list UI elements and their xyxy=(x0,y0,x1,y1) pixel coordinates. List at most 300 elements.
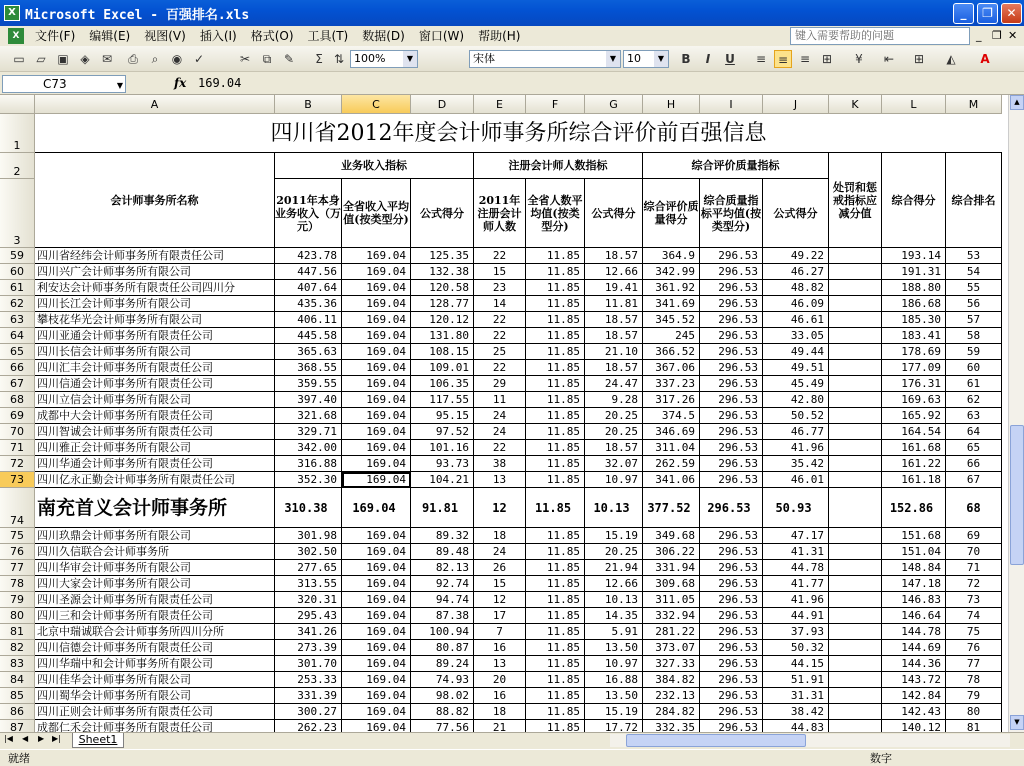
table-cell[interactable]: 169.04 xyxy=(342,544,411,560)
table-cell[interactable]: 89.32 xyxy=(411,528,474,544)
table-cell[interactable] xyxy=(829,688,882,704)
table-cell[interactable] xyxy=(829,344,882,360)
table-cell[interactable]: 38 xyxy=(474,456,526,472)
firm-name-cell[interactable]: 四川正则会计师事务所有限责任公司 xyxy=(35,704,275,720)
firm-name-cell[interactable]: 四川长信会计师事务所有限公司 xyxy=(35,344,275,360)
table-cell[interactable]: 296.53 xyxy=(700,360,763,376)
vertical-scrollbar[interactable] xyxy=(1008,95,1024,732)
table-cell[interactable]: 56 xyxy=(946,296,1002,312)
table-cell[interactable]: 296.53 xyxy=(700,640,763,656)
table-cell[interactable]: 296.53 xyxy=(700,704,763,720)
table-cell[interactable]: 296.53 xyxy=(700,248,763,264)
table-cell[interactable]: 346.69 xyxy=(643,424,700,440)
table-cell[interactable]: 17.72 xyxy=(585,720,643,732)
table-cell[interactable]: 262.59 xyxy=(643,456,700,472)
indent-icon[interactable]: ⇤ xyxy=(883,52,895,66)
table-cell[interactable]: 11.85 xyxy=(526,624,585,640)
table-cell[interactable]: 169.04 xyxy=(342,688,411,704)
table-cell[interactable]: 11.85 xyxy=(526,408,585,424)
table-cell[interactable]: 169.04 xyxy=(342,376,411,392)
table-cell[interactable] xyxy=(829,560,882,576)
table-cell[interactable]: 169.04 xyxy=(342,528,411,544)
table-cell[interactable]: 31.31 xyxy=(763,688,829,704)
column-header-g[interactable]: G xyxy=(585,95,643,114)
table-cell[interactable]: 38.42 xyxy=(763,704,829,720)
worksheet-grid[interactable] xyxy=(0,95,1008,732)
table-cell[interactable] xyxy=(829,528,882,544)
spelling-icon[interactable]: ✓ xyxy=(193,52,205,66)
table-cell[interactable]: 296.53 xyxy=(700,688,763,704)
table-cell[interactable]: 273.39 xyxy=(275,640,342,656)
firm-name-cell[interactable]: 四川久信联合会计师事务所 xyxy=(35,544,275,560)
table-cell[interactable]: 65 xyxy=(946,440,1002,456)
table-cell[interactable]: 169.04 xyxy=(342,264,411,280)
table-cell[interactable]: 140.12 xyxy=(882,720,946,732)
table-cell[interactable]: 20.25 xyxy=(585,424,643,440)
menu-view[interactable]: 视图(V) xyxy=(144,29,186,43)
horizontal-scrollbar[interactable] xyxy=(610,734,1010,747)
table-cell[interactable]: 100.94 xyxy=(411,624,474,640)
permission-icon[interactable]: ◈ xyxy=(80,52,90,66)
table-cell[interactable]: 15 xyxy=(474,576,526,592)
excel-app-icon[interactable]: X xyxy=(4,5,20,21)
table-cell[interactable]: 61 xyxy=(946,376,1002,392)
table-cell[interactable]: 300.27 xyxy=(275,704,342,720)
row-header-72[interactable]: 72 xyxy=(0,456,35,472)
table-cell[interactable]: 49.22 xyxy=(763,248,829,264)
document-icon[interactable]: X xyxy=(8,28,24,44)
row-header-76[interactable]: 76 xyxy=(0,544,35,560)
fill-color-icon[interactable]: ◭ xyxy=(946,52,956,66)
table-cell[interactable]: 317.26 xyxy=(643,392,700,408)
table-cell[interactable]: 148.84 xyxy=(882,560,946,576)
table-cell[interactable]: 337.23 xyxy=(643,376,700,392)
table-cell[interactable]: 397.40 xyxy=(275,392,342,408)
table-cell[interactable]: 88.82 xyxy=(411,704,474,720)
table-cell[interactable]: 169.04 xyxy=(342,560,411,576)
table-cell[interactable]: 50.52 xyxy=(763,408,829,424)
firm-name-cell[interactable]: 四川智诚会计师事务所有限责任公司 xyxy=(35,424,275,440)
table-cell[interactable]: 108.15 xyxy=(411,344,474,360)
table-cell[interactable]: 55 xyxy=(946,280,1002,296)
table-cell[interactable]: 46.27 xyxy=(763,264,829,280)
table-cell[interactable]: 45.49 xyxy=(763,376,829,392)
table-cell[interactable] xyxy=(829,424,882,440)
table-cell[interactable]: 13.50 xyxy=(585,688,643,704)
menu-edit[interactable]: 编辑(E) xyxy=(89,29,131,43)
table-cell[interactable]: 76 xyxy=(946,640,1002,656)
table-cell[interactable] xyxy=(829,720,882,732)
doc-close-icon[interactable]: ✕ xyxy=(1008,29,1018,42)
table-cell[interactable]: 296.53 xyxy=(700,312,763,328)
table-cell[interactable]: 91.81 xyxy=(411,488,474,528)
table-cell[interactable]: 169.04 xyxy=(342,328,411,344)
table-cell[interactable]: 435.36 xyxy=(275,296,342,312)
table-cell[interactable]: 178.69 xyxy=(882,344,946,360)
table-cell[interactable]: 296.53 xyxy=(700,376,763,392)
table-cell[interactable]: 345.52 xyxy=(643,312,700,328)
close-button[interactable]: ✕ xyxy=(1001,3,1022,24)
borders-icon[interactable]: ⊞ xyxy=(913,52,925,66)
table-cell[interactable]: 368.55 xyxy=(275,360,342,376)
sort-icon[interactable]: ⇅ xyxy=(333,52,345,66)
table-cell[interactable] xyxy=(829,576,882,592)
table-cell[interactable]: 316.88 xyxy=(275,456,342,472)
table-cell[interactable]: 169.04 xyxy=(342,392,411,408)
table-cell[interactable]: 253.33 xyxy=(275,672,342,688)
table-cell[interactable]: 44.78 xyxy=(763,560,829,576)
table-cell[interactable]: 11.85 xyxy=(526,296,585,312)
table-cell[interactable]: 92.74 xyxy=(411,576,474,592)
table-cell[interactable]: 284.82 xyxy=(643,704,700,720)
restore-button[interactable]: ❐ xyxy=(977,3,998,24)
table-cell[interactable] xyxy=(829,248,882,264)
table-cell[interactable]: 144.69 xyxy=(882,640,946,656)
underline-button[interactable]: U xyxy=(725,52,735,66)
firm-name-cell[interactable]: 四川雅正会计师事务所有限公司 xyxy=(35,440,275,456)
row-header-62[interactable]: 62 xyxy=(0,296,35,312)
table-cell[interactable]: 11.85 xyxy=(526,688,585,704)
column-header-f[interactable]: F xyxy=(526,95,585,114)
table-cell[interactable]: 128.77 xyxy=(411,296,474,312)
table-cell[interactable]: 143.72 xyxy=(882,672,946,688)
table-cell[interactable]: 57 xyxy=(946,312,1002,328)
print-preview-icon[interactable]: ⌕ xyxy=(151,52,159,66)
column-header-c[interactable]: C xyxy=(342,95,411,114)
column-header-m[interactable]: M xyxy=(946,95,1002,114)
table-cell[interactable]: 366.52 xyxy=(643,344,700,360)
table-cell[interactable]: 58 xyxy=(946,328,1002,344)
table-cell[interactable]: 33.05 xyxy=(763,328,829,344)
table-cell[interactable]: 68 xyxy=(946,488,1002,528)
table-cell[interactable]: 373.07 xyxy=(643,640,700,656)
autosum-icon[interactable]: Σ xyxy=(315,52,323,66)
table-cell[interactable]: 359.55 xyxy=(275,376,342,392)
table-cell[interactable]: 169.04 xyxy=(342,488,411,528)
firm-name-cell[interactable]: 四川佳华会计师事务所有限公司 xyxy=(35,672,275,688)
table-cell[interactable]: 374.5 xyxy=(643,408,700,424)
table-cell[interactable] xyxy=(829,608,882,624)
table-cell[interactable]: 46.77 xyxy=(763,424,829,440)
table-cell[interactable]: 349.68 xyxy=(643,528,700,544)
table-cell[interactable]: 332.35 xyxy=(643,720,700,732)
name-box[interactable] xyxy=(2,75,126,93)
table-cell[interactable]: 14 xyxy=(474,296,526,312)
table-cell[interactable]: 306.22 xyxy=(643,544,700,560)
firm-name-cell[interactable]: 四川华通会计师事务所有限责任公司 xyxy=(35,456,275,472)
table-cell[interactable]: 169.04 xyxy=(342,656,411,672)
table-cell[interactable]: 11.85 xyxy=(526,472,585,488)
help-search-input[interactable]: 键入需要帮助的问题 xyxy=(790,27,970,45)
merge-center-icon[interactable]: ⊞ xyxy=(821,52,833,66)
insert-function-icon[interactable]: fx xyxy=(174,76,187,90)
table-cell[interactable]: 78 xyxy=(946,672,1002,688)
table-cell[interactable]: 41.96 xyxy=(763,440,829,456)
save-icon[interactable]: ▣ xyxy=(57,52,69,66)
table-cell[interactable]: 62 xyxy=(946,392,1002,408)
table-cell[interactable]: 63 xyxy=(946,408,1002,424)
table-cell[interactable]: 169.04 xyxy=(342,456,411,472)
table-cell[interactable]: 18.57 xyxy=(585,440,643,456)
print-icon[interactable]: ⎙ xyxy=(128,52,138,66)
table-cell[interactable]: 11.85 xyxy=(526,360,585,376)
table-cell[interactable]: 151.68 xyxy=(882,528,946,544)
table-cell[interactable]: 24.47 xyxy=(585,376,643,392)
table-cell[interactable] xyxy=(829,312,882,328)
table-cell[interactable]: 22 xyxy=(474,360,526,376)
hscroll-thumb[interactable] xyxy=(626,734,806,747)
table-cell[interactable]: 24 xyxy=(474,408,526,424)
firm-name-cell[interactable]: 四川信通会计师事务所有限责任公司 xyxy=(35,376,275,392)
table-cell[interactable]: 72 xyxy=(946,576,1002,592)
table-cell[interactable]: 70 xyxy=(946,544,1002,560)
table-cell[interactable]: 97.52 xyxy=(411,424,474,440)
table-cell[interactable]: 12 xyxy=(474,592,526,608)
align-left-icon[interactable]: ≡ xyxy=(755,52,767,66)
table-cell[interactable]: 15 xyxy=(474,264,526,280)
table-cell[interactable]: 310.38 xyxy=(275,488,342,528)
table-cell[interactable]: 311.04 xyxy=(643,440,700,456)
table-cell[interactable]: 151.04 xyxy=(882,544,946,560)
table-cell[interactable]: 41.77 xyxy=(763,576,829,592)
table-cell[interactable]: 169.04 xyxy=(342,640,411,656)
table-cell[interactable]: 23 xyxy=(474,280,526,296)
table-cell[interactable]: 17 xyxy=(474,608,526,624)
table-cell[interactable]: 21.94 xyxy=(585,560,643,576)
table-cell[interactable]: 161.22 xyxy=(882,456,946,472)
table-cell[interactable]: 13 xyxy=(474,472,526,488)
table-cell[interactable]: 169.04 xyxy=(342,408,411,424)
table-cell[interactable]: 11.85 xyxy=(526,312,585,328)
table-cell[interactable]: 94.74 xyxy=(411,592,474,608)
table-cell[interactable]: 331.94 xyxy=(643,560,700,576)
firm-name-cell[interactable]: 四川省经纬会计师事务所有限责任公司 xyxy=(35,248,275,264)
row-header-68[interactable]: 68 xyxy=(0,392,35,408)
table-cell[interactable]: 98.02 xyxy=(411,688,474,704)
table-cell[interactable]: 66 xyxy=(946,456,1002,472)
table-cell[interactable]: 41.31 xyxy=(763,544,829,560)
table-cell[interactable]: 117.55 xyxy=(411,392,474,408)
table-cell[interactable]: 11 xyxy=(474,392,526,408)
table-cell[interactable]: 245 xyxy=(643,328,700,344)
table-cell[interactable]: 423.78 xyxy=(275,248,342,264)
table-cell[interactable]: 152.86 xyxy=(882,488,946,528)
table-cell[interactable]: 77.56 xyxy=(411,720,474,732)
table-cell[interactable]: 169.04 xyxy=(342,672,411,688)
row-header-87[interactable]: 87 xyxy=(0,720,35,732)
table-cell[interactable]: 11.85 xyxy=(526,392,585,408)
table-cell[interactable]: 49.51 xyxy=(763,360,829,376)
table-cell[interactable]: 11.85 xyxy=(526,328,585,344)
table-cell[interactable]: 25 xyxy=(474,344,526,360)
table-cell[interactable] xyxy=(829,624,882,640)
table-cell[interactable]: 13 xyxy=(474,656,526,672)
table-cell[interactable]: 22 xyxy=(474,248,526,264)
firm-name-cell[interactable]: 四川华审会计师事务所有限公司 xyxy=(35,560,275,576)
table-cell[interactable]: 131.80 xyxy=(411,328,474,344)
table-cell[interactable]: 407.64 xyxy=(275,280,342,296)
table-cell[interactable]: 24 xyxy=(474,424,526,440)
currency-icon[interactable]: ¥ xyxy=(855,52,863,66)
table-cell[interactable]: 11.85 xyxy=(526,456,585,472)
table-cell[interactable]: 296.53 xyxy=(700,528,763,544)
table-cell[interactable]: 296.53 xyxy=(700,344,763,360)
firm-name-cell[interactable]: 四川信德会计师事务所有限责任公司 xyxy=(35,640,275,656)
table-cell[interactable]: 377.52 xyxy=(643,488,700,528)
table-cell[interactable]: 164.54 xyxy=(882,424,946,440)
table-cell[interactable]: 16 xyxy=(474,688,526,704)
table-cell[interactable]: 165.92 xyxy=(882,408,946,424)
table-cell[interactable] xyxy=(829,656,882,672)
scroll-down-icon[interactable]: ▼ xyxy=(1010,715,1024,730)
table-cell[interactable]: 64 xyxy=(946,424,1002,440)
table-cell[interactable]: 79 xyxy=(946,688,1002,704)
table-cell[interactable]: 406.11 xyxy=(275,312,342,328)
firm-name-cell[interactable]: 南充首义会计师事务所 xyxy=(35,488,275,528)
table-cell[interactable]: 106.35 xyxy=(411,376,474,392)
table-cell[interactable]: 74.93 xyxy=(411,672,474,688)
table-cell[interactable]: 10.13 xyxy=(585,592,643,608)
table-cell[interactable]: 11.85 xyxy=(526,344,585,360)
row-header-70[interactable]: 70 xyxy=(0,424,35,440)
firm-name-cell[interactable]: 四川汇丰会计师事务所有限责任公司 xyxy=(35,360,275,376)
italic-button[interactable]: I xyxy=(705,52,711,66)
table-cell[interactable]: 87.38 xyxy=(411,608,474,624)
firm-name-cell[interactable]: 四川蜀华会计师事务所有限公司 xyxy=(35,688,275,704)
table-cell[interactable]: 53 xyxy=(946,248,1002,264)
firm-name-cell[interactable]: 四川亚通会计师事务所有限责任公司 xyxy=(35,328,275,344)
table-cell[interactable] xyxy=(829,440,882,456)
table-cell[interactable]: 186.68 xyxy=(882,296,946,312)
table-cell[interactable]: 10.97 xyxy=(585,472,643,488)
table-cell[interactable]: 169.04 xyxy=(342,296,411,312)
row-header-1[interactable]: 1 xyxy=(0,114,35,153)
table-cell[interactable]: 42.80 xyxy=(763,392,829,408)
table-cell[interactable]: 73 xyxy=(946,592,1002,608)
cut-icon[interactable]: ✂ xyxy=(239,52,251,66)
table-cell[interactable]: 277.65 xyxy=(275,560,342,576)
table-cell[interactable]: 74 xyxy=(946,608,1002,624)
table-cell[interactable]: 44.15 xyxy=(763,656,829,672)
table-cell[interactable]: 296.53 xyxy=(700,656,763,672)
table-cell[interactable]: 144.78 xyxy=(882,624,946,640)
table-cell[interactable]: 365.63 xyxy=(275,344,342,360)
firm-name-cell[interactable]: 四川三和会计师事务所有限责任公司 xyxy=(35,608,275,624)
table-cell[interactable]: 12.66 xyxy=(585,576,643,592)
table-cell[interactable]: 146.64 xyxy=(882,608,946,624)
table-cell[interactable]: 21.10 xyxy=(585,344,643,360)
table-cell[interactable]: 332.94 xyxy=(643,608,700,624)
table-cell[interactable]: 15.19 xyxy=(585,528,643,544)
table-cell[interactable]: 311.05 xyxy=(643,592,700,608)
table-cell[interactable] xyxy=(829,456,882,472)
table-cell[interactable]: 11.85 xyxy=(526,280,585,296)
row-header-84[interactable]: 84 xyxy=(0,672,35,688)
table-cell[interactable]: 352.30 xyxy=(275,472,342,488)
table-cell[interactable]: 302.50 xyxy=(275,544,342,560)
table-cell[interactable]: 331.39 xyxy=(275,688,342,704)
row-header-66[interactable]: 66 xyxy=(0,360,35,376)
table-cell[interactable] xyxy=(829,488,882,528)
table-cell[interactable]: 361.92 xyxy=(643,280,700,296)
row-header-86[interactable]: 86 xyxy=(0,704,35,720)
table-cell[interactable]: 46.09 xyxy=(763,296,829,312)
table-cell[interactable]: 183.41 xyxy=(882,328,946,344)
menu-insert[interactable]: 插入(I) xyxy=(199,29,237,43)
table-cell[interactable]: 329.71 xyxy=(275,424,342,440)
table-cell[interactable]: 21 xyxy=(474,720,526,732)
table-cell[interactable]: 11.85 xyxy=(526,248,585,264)
table-cell[interactable] xyxy=(829,392,882,408)
table-cell[interactable] xyxy=(829,280,882,296)
table-cell[interactable]: 46.61 xyxy=(763,312,829,328)
table-cell[interactable]: 320.31 xyxy=(275,592,342,608)
row-header-60[interactable]: 60 xyxy=(0,264,35,280)
row-header-2[interactable]: 2 xyxy=(0,153,35,179)
table-cell[interactable]: 48.82 xyxy=(763,280,829,296)
firm-name-cell[interactable]: 攀枝花华光会计师事务所有限公司 xyxy=(35,312,275,328)
table-cell[interactable]: 146.83 xyxy=(882,592,946,608)
table-cell[interactable]: 11.85 xyxy=(526,576,585,592)
table-cell[interactable]: 10.97 xyxy=(585,656,643,672)
table-cell[interactable]: 41.96 xyxy=(763,592,829,608)
table-cell[interactable] xyxy=(829,704,882,720)
zoom-select[interactable] xyxy=(350,50,418,68)
table-cell[interactable]: 15.19 xyxy=(585,704,643,720)
table-cell[interactable]: 18.57 xyxy=(585,248,643,264)
table-cell[interactable]: 81 xyxy=(946,720,1002,732)
column-header-i[interactable]: I xyxy=(700,95,763,114)
table-cell[interactable]: 11.85 xyxy=(526,264,585,280)
table-cell[interactable]: 169.04 xyxy=(342,608,411,624)
table-cell[interactable]: 22 xyxy=(474,328,526,344)
table-cell[interactable]: 177.09 xyxy=(882,360,946,376)
table-cell[interactable]: 321.68 xyxy=(275,408,342,424)
firm-name-cell[interactable]: 四川华瑞中和会计师事务所有限公司 xyxy=(35,656,275,672)
table-cell[interactable]: 32.07 xyxy=(585,456,643,472)
table-cell[interactable]: 341.26 xyxy=(275,624,342,640)
table-cell[interactable]: 18.57 xyxy=(585,328,643,344)
table-cell[interactable]: 109.01 xyxy=(411,360,474,376)
table-cell[interactable]: 301.70 xyxy=(275,656,342,672)
table-cell[interactable]: 296.53 xyxy=(700,544,763,560)
column-header-h[interactable]: H xyxy=(643,95,700,114)
table-cell[interactable]: 169.04 xyxy=(342,360,411,376)
font-size-select[interactable] xyxy=(623,50,669,68)
table-cell[interactable]: 59 xyxy=(946,344,1002,360)
table-cell[interactable]: 296.53 xyxy=(700,720,763,732)
table-cell[interactable]: 169.04 xyxy=(342,424,411,440)
table-cell[interactable]: 44.91 xyxy=(763,608,829,624)
firm-name-cell[interactable]: 成都仁禾会计师事务所有限责任公司 xyxy=(35,720,275,732)
column-header-k[interactable]: K xyxy=(829,95,882,114)
table-cell[interactable]: 5.91 xyxy=(585,624,643,640)
table-cell[interactable]: 24 xyxy=(474,544,526,560)
table-cell[interactable]: 296.53 xyxy=(700,560,763,576)
table-cell[interactable]: 11.85 xyxy=(526,440,585,456)
table-cell[interactable] xyxy=(829,328,882,344)
table-cell[interactable]: 16 xyxy=(474,640,526,656)
table-cell[interactable]: 11.85 xyxy=(526,376,585,392)
table-cell[interactable]: 142.43 xyxy=(882,704,946,720)
table-cell[interactable]: 89.24 xyxy=(411,656,474,672)
table-cell[interactable]: 169.04 xyxy=(342,312,411,328)
next-sheet-icon[interactable]: ▶ xyxy=(38,734,45,743)
table-cell[interactable]: 296.53 xyxy=(700,408,763,424)
table-cell[interactable]: 301.98 xyxy=(275,528,342,544)
table-cell[interactable]: 75 xyxy=(946,624,1002,640)
prev-sheet-icon[interactable]: ◀ xyxy=(22,734,29,743)
